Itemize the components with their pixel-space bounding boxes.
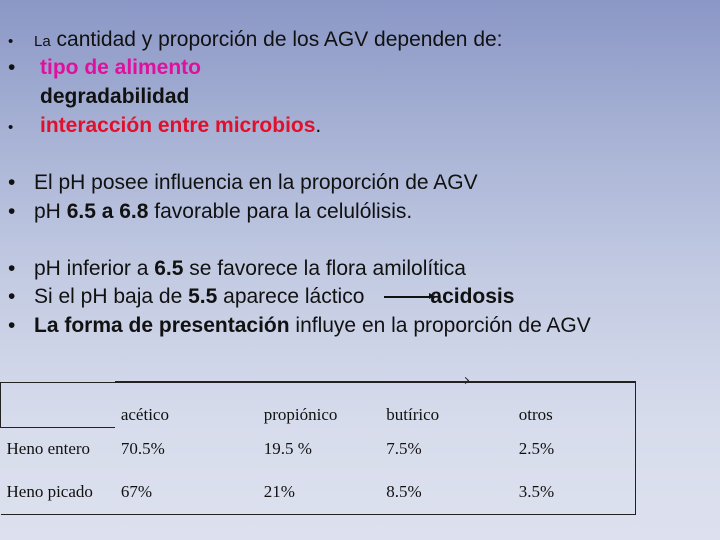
table-cell: 7.5% (386, 438, 422, 458)
presentation-post: influye en la proporción de AGV (289, 314, 591, 337)
bullet-text: cantidad y proporción de los AGV dependen de: (56, 28, 503, 51)
bullet-microbe-interaction (8, 113, 321, 141)
acidosis-text: acidosis (430, 285, 515, 308)
table-cell: 21% (258, 471, 381, 515)
ph-range-pre: pH (34, 200, 67, 223)
ph-range-values: 6.5 a 6.8 (66, 200, 149, 223)
period: . (315, 114, 322, 137)
table-header-cell: otros (513, 382, 636, 427)
microbe-interaction-text: interacción entre microbios (40, 114, 316, 137)
table-header-cell: propiónico (258, 382, 381, 427)
bullet-ph-lower (8, 256, 466, 282)
bullet-presentation (8, 313, 591, 339)
ph-range-post: favorable para la celulólisis. (148, 200, 413, 223)
bullet-ph-lactic (8, 284, 514, 310)
presentation-bold: La forma de presentación (34, 314, 290, 337)
table-cell: 3.5% (513, 471, 636, 515)
bullet-symbol: • (8, 33, 14, 50)
ph-lower-pre: pH inferior a (34, 257, 155, 280)
table-cell: 67% (115, 471, 258, 515)
feed-type-text: tipo de alimento (40, 56, 202, 79)
table-row (1, 471, 636, 515)
table-cell: Heno entero (6, 439, 91, 458)
table-header-row (1, 382, 636, 427)
table-cell: 8.5% (380, 471, 512, 515)
degradability-text: degradabilidad (40, 85, 190, 108)
ph-influence-text: El pH posee influencia en la proporción de AGV (34, 171, 478, 194)
table-cell: Heno picado (1, 471, 115, 515)
ph-lower-value: 6.5 (154, 257, 184, 280)
bullet-prefix: La (34, 33, 51, 50)
table-header-cell: butírico (380, 382, 512, 427)
bullet-symbol: • (8, 285, 16, 308)
bullet-ph-influence (8, 170, 478, 196)
table-cell: 19.5 % (263, 438, 312, 458)
table-cell: 70.5% (120, 438, 165, 458)
bullet-degradability (40, 84, 189, 110)
bullet-symbol: • (8, 257, 16, 280)
bullet-agv-dependencies (8, 27, 503, 55)
bullet-feed-type (8, 55, 201, 81)
ph-lactic-mid: aparece láctico (217, 285, 365, 308)
ph-lactic-pre: Si el pH baja de (34, 285, 189, 308)
bullet-symbol: • (8, 171, 16, 194)
ph-lactic-value: 5.5 (188, 285, 218, 308)
arrow-icon (384, 296, 430, 298)
bullet-ph-range (8, 199, 412, 225)
ph-lower-post: se favorece la flora amilolítica (183, 257, 466, 280)
agv-table (0, 381, 636, 515)
table-cell: 2.5% (513, 427, 636, 471)
bullet-symbol: • (8, 314, 16, 337)
bullet-symbol: • (8, 119, 14, 136)
table-header-cell (1, 382, 115, 427)
table-header-cell: acético (115, 382, 258, 427)
bullet-symbol: • (8, 56, 16, 79)
bullet-symbol: • (8, 200, 16, 223)
table-row (1, 427, 636, 471)
